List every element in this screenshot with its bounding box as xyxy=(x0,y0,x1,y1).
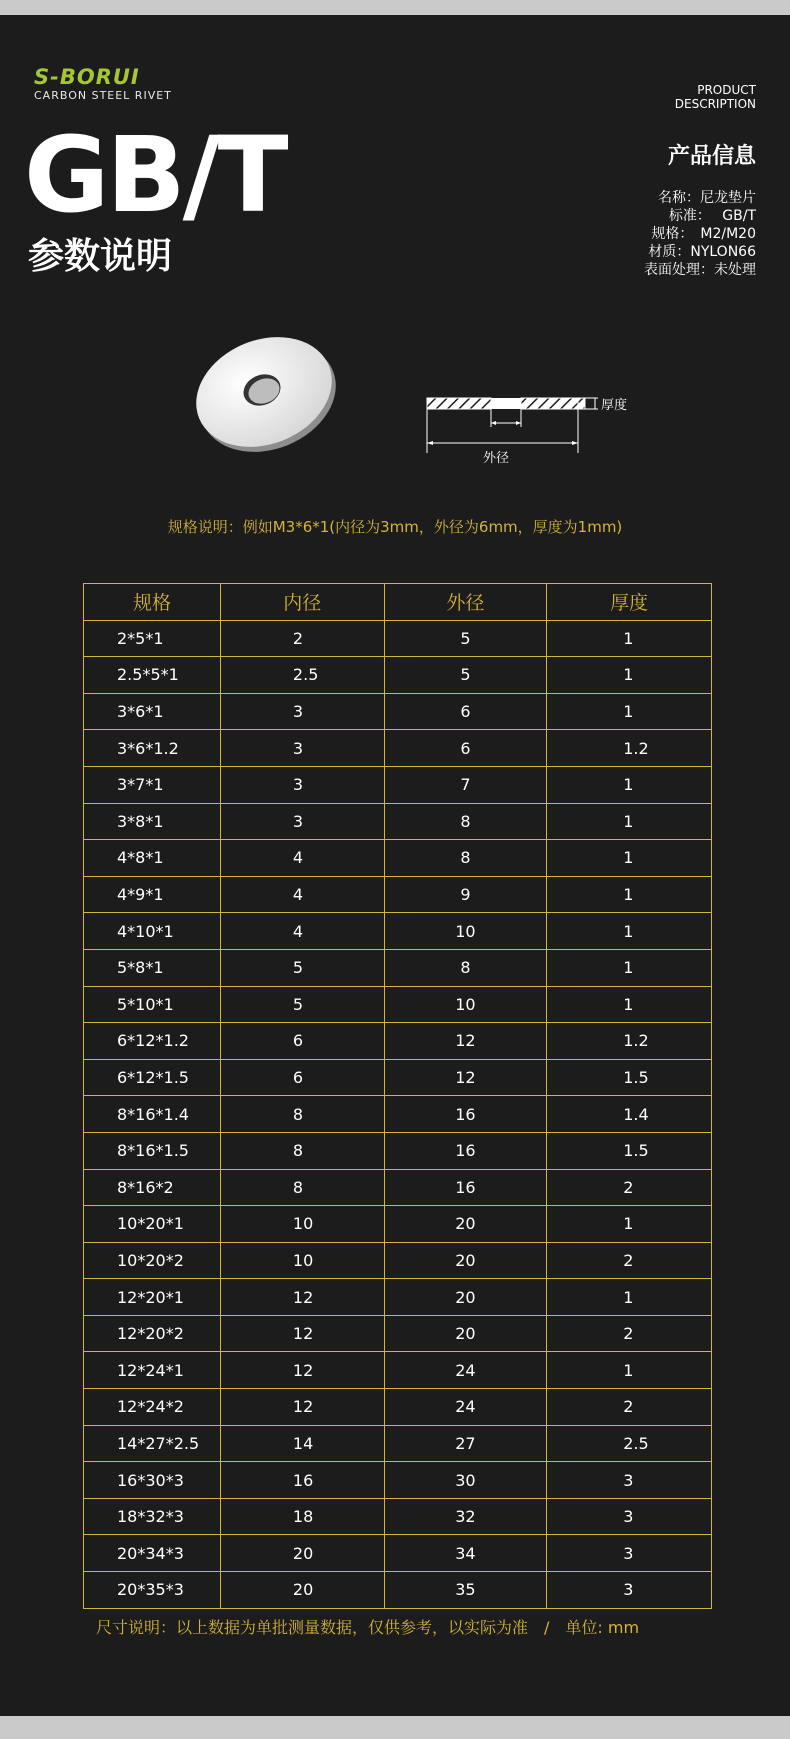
spec-cell: 12*24*1 xyxy=(84,1352,221,1389)
spec-cell: 8*16*1.4 xyxy=(84,1096,221,1133)
thickness-cell: 1 xyxy=(547,1352,712,1389)
spec-cell: 4*9*1 xyxy=(84,876,221,913)
brand-logo: S-BORUI xyxy=(34,65,140,89)
inner-cell: 6 xyxy=(220,1059,384,1096)
spec-cell: 3*6*1 xyxy=(84,693,221,730)
product-info-row: 材质：NYLON66 xyxy=(648,244,756,260)
inner-cell: 16 xyxy=(220,1462,384,1499)
spec-cell: 12*20*1 xyxy=(84,1279,221,1316)
table-row xyxy=(84,1389,712,1426)
spec-note: 规格说明：例如M3*6*1(内径为3mm，外径为6mm，厚度为1mm) xyxy=(167,518,623,536)
table-row xyxy=(84,803,712,840)
inner-cell: 6 xyxy=(220,1023,384,1060)
outer-cell: 30 xyxy=(384,1462,547,1499)
inner-cell: 12 xyxy=(220,1389,384,1426)
spec-table xyxy=(83,583,712,1609)
table-row xyxy=(84,1096,712,1133)
inner-cell: 8 xyxy=(220,1169,384,1206)
table-row xyxy=(84,949,712,986)
inner-cell: 18 xyxy=(220,1498,384,1535)
thickness-cell: 1 xyxy=(547,1206,712,1243)
thickness-cell: 3 xyxy=(547,1572,712,1609)
thickness-cell: 1.5 xyxy=(547,1059,712,1096)
table-row xyxy=(84,1498,712,1535)
washer-3d-icon xyxy=(180,335,353,471)
spec-cell: 6*12*1.2 xyxy=(84,1023,221,1060)
spec-cell: 12*24*2 xyxy=(84,1389,221,1426)
spec-sheet-panel xyxy=(0,15,790,1716)
product-info-row: 名称：尼龙垫片 xyxy=(658,190,756,206)
table-row xyxy=(84,620,712,657)
spec-cell: 3*8*1 xyxy=(84,803,221,840)
inner-cell: 12 xyxy=(220,1279,384,1316)
product-info-row: 标准： GB/T xyxy=(668,208,756,224)
table-row xyxy=(84,693,712,730)
thickness-cell: 1.2 xyxy=(547,730,712,767)
thickness-cell: 1 xyxy=(547,803,712,840)
thickness-cell: 2 xyxy=(547,1389,712,1426)
outer-cell: 8 xyxy=(384,949,547,986)
spec-cell: 18*32*3 xyxy=(84,1498,221,1535)
outer-cell: 32 xyxy=(384,1498,547,1535)
outer-cell: 24 xyxy=(384,1352,547,1389)
product-info xyxy=(644,189,756,279)
spec-cell: 2.5*5*1 xyxy=(84,657,221,694)
spec-cell: 4*8*1 xyxy=(84,840,221,877)
inner-cell: 3 xyxy=(220,693,384,730)
thickness-cell: 2 xyxy=(547,1242,712,1279)
spec-cell: 14*27*2.5 xyxy=(84,1425,221,1462)
spec-cell: 8*16*2 xyxy=(84,1169,221,1206)
inner-cell: 5 xyxy=(220,949,384,986)
thickness-cell: 1 xyxy=(547,657,712,694)
inner-cell: 4 xyxy=(220,876,384,913)
table-row xyxy=(84,840,712,877)
outer-cell: 5 xyxy=(384,657,547,694)
outer-cell: 34 xyxy=(384,1535,547,1572)
spec-cell: 10*20*2 xyxy=(84,1242,221,1279)
inner-cell: 3 xyxy=(220,730,384,767)
product-label-en-2: DESCRIPTION xyxy=(674,97,756,111)
outer-cell: 6 xyxy=(384,730,547,767)
inner-cell: 10 xyxy=(220,1206,384,1243)
outer-cell: 35 xyxy=(384,1572,547,1609)
table-row xyxy=(84,876,712,913)
inner-cell: 3 xyxy=(220,766,384,803)
thickness-cell: 1 xyxy=(547,1279,712,1316)
outer-cell: 16 xyxy=(384,1169,547,1206)
product-info-row: 规格： M2/M20 xyxy=(651,226,756,242)
footer-note: 尺寸说明：以上数据为单批测量数据，仅供参考，以实际为准 / 单位: mm xyxy=(96,1618,640,1637)
outer-cell: 6 xyxy=(384,693,547,730)
outer-cell: 12 xyxy=(384,1059,547,1096)
product-info-row: 表面处理：未处理 xyxy=(644,262,756,278)
table-row xyxy=(84,1425,712,1462)
table-row xyxy=(84,1023,712,1060)
outer-cell: 7 xyxy=(384,766,547,803)
inner-cell: 20 xyxy=(220,1572,384,1609)
table-row xyxy=(84,1169,712,1206)
spec-cell: 4*10*1 xyxy=(84,913,221,950)
standard-code: GB/T xyxy=(24,114,286,236)
brand xyxy=(34,65,172,103)
inner-cell: 10 xyxy=(220,1242,384,1279)
table-header-row xyxy=(84,584,712,621)
spec-cell: 12*20*2 xyxy=(84,1315,221,1352)
inner-cell: 8 xyxy=(220,1132,384,1169)
column-header-spec: 规格 xyxy=(84,584,221,621)
brand-subtitle: CARBON STEEL RIVET xyxy=(34,89,172,102)
thickness-cell: 3 xyxy=(547,1535,712,1572)
inner-cell: 8 xyxy=(220,1096,384,1133)
inner-cell: 4 xyxy=(220,840,384,877)
thickness-cell: 1 xyxy=(547,986,712,1023)
spec-cell: 8*16*1.5 xyxy=(84,1132,221,1169)
thickness-cell: 1.5 xyxy=(547,1132,712,1169)
inner-cell: 4 xyxy=(220,913,384,950)
outer-cell: 12 xyxy=(384,1023,547,1060)
outer-diameter-label: 外径 xyxy=(483,451,510,466)
table-row xyxy=(84,730,712,767)
spec-cell: 20*35*3 xyxy=(84,1572,221,1609)
table-row xyxy=(84,1572,712,1609)
spec-cell: 5*8*1 xyxy=(84,949,221,986)
thickness-cell: 3 xyxy=(547,1462,712,1499)
product-label-en xyxy=(675,83,756,111)
inner-cell: 5 xyxy=(220,986,384,1023)
table-row xyxy=(84,1242,712,1279)
outer-cell: 8 xyxy=(384,840,547,877)
outer-cell: 5 xyxy=(384,620,547,657)
table-row xyxy=(84,1315,712,1352)
spec-cell: 3*6*1.2 xyxy=(84,730,221,767)
thickness-cell: 1 xyxy=(547,840,712,877)
washer-diagram xyxy=(0,335,790,475)
inner-cell: 14 xyxy=(220,1425,384,1462)
table-row xyxy=(84,1206,712,1243)
thickness-cell: 2.5 xyxy=(547,1425,712,1462)
table-row xyxy=(84,986,712,1023)
page-title: 参数说明 xyxy=(28,236,173,277)
spec-cell: 20*34*3 xyxy=(84,1535,221,1572)
thickness-cell: 1 xyxy=(547,693,712,730)
thickness-cell: 1 xyxy=(547,876,712,913)
table-row xyxy=(84,1132,712,1169)
table-row xyxy=(84,766,712,803)
outer-cell: 8 xyxy=(384,803,547,840)
thickness-cell: 1 xyxy=(547,620,712,657)
spec-cell: 3*7*1 xyxy=(84,766,221,803)
outer-cell: 16 xyxy=(384,1132,547,1169)
outer-cell: 16 xyxy=(384,1096,547,1133)
product-label-en-1: PRODUCT xyxy=(697,83,756,97)
spec-cell: 5*10*1 xyxy=(84,986,221,1023)
inner-cell: 2 xyxy=(220,620,384,657)
table-row xyxy=(84,1462,712,1499)
outer-cell: 20 xyxy=(384,1242,547,1279)
spec-cell: 6*12*1.5 xyxy=(84,1059,221,1096)
inner-cell: 12 xyxy=(220,1315,384,1352)
thickness-cell: 1.4 xyxy=(547,1096,712,1133)
inner-cell: 2.5 xyxy=(220,657,384,694)
outer-cell: 27 xyxy=(384,1425,547,1462)
thickness-cell: 1 xyxy=(547,766,712,803)
outer-cell: 9 xyxy=(384,876,547,913)
column-header-inner: 内径 xyxy=(220,584,384,621)
outer-cell: 10 xyxy=(384,986,547,1023)
outer-cell: 20 xyxy=(384,1279,547,1316)
thickness-cell: 1 xyxy=(547,949,712,986)
outer-cell: 10 xyxy=(384,913,547,950)
thickness-label: 厚度 xyxy=(601,398,628,413)
thickness-cell: 2 xyxy=(547,1169,712,1206)
table-row xyxy=(84,1059,712,1096)
table-row xyxy=(84,1352,712,1389)
table-row xyxy=(84,1279,712,1316)
outer-cell: 20 xyxy=(384,1206,547,1243)
thickness-cell: 2 xyxy=(547,1315,712,1352)
thickness-cell: 1.2 xyxy=(547,1023,712,1060)
spec-cell: 10*20*1 xyxy=(84,1206,221,1243)
spec-cell: 16*30*3 xyxy=(84,1462,221,1499)
column-header-outer: 外径 xyxy=(384,584,547,621)
thickness-cell: 3 xyxy=(547,1498,712,1535)
inner-cell: 20 xyxy=(220,1535,384,1572)
spec-cell: 2*5*1 xyxy=(84,620,221,657)
thickness-cell: 1 xyxy=(547,913,712,950)
product-label-cn: 产品信息 xyxy=(667,144,756,169)
table-row xyxy=(84,1535,712,1572)
inner-cell: 3 xyxy=(220,803,384,840)
cross-section-icon xyxy=(427,397,627,466)
table-row xyxy=(84,657,712,694)
table-row xyxy=(84,913,712,950)
outer-cell: 24 xyxy=(384,1389,547,1426)
column-header-thickness: 厚度 xyxy=(547,584,712,621)
outer-cell: 20 xyxy=(384,1315,547,1352)
inner-diameter-label: 内径 xyxy=(491,409,518,424)
inner-cell: 12 xyxy=(220,1352,384,1389)
